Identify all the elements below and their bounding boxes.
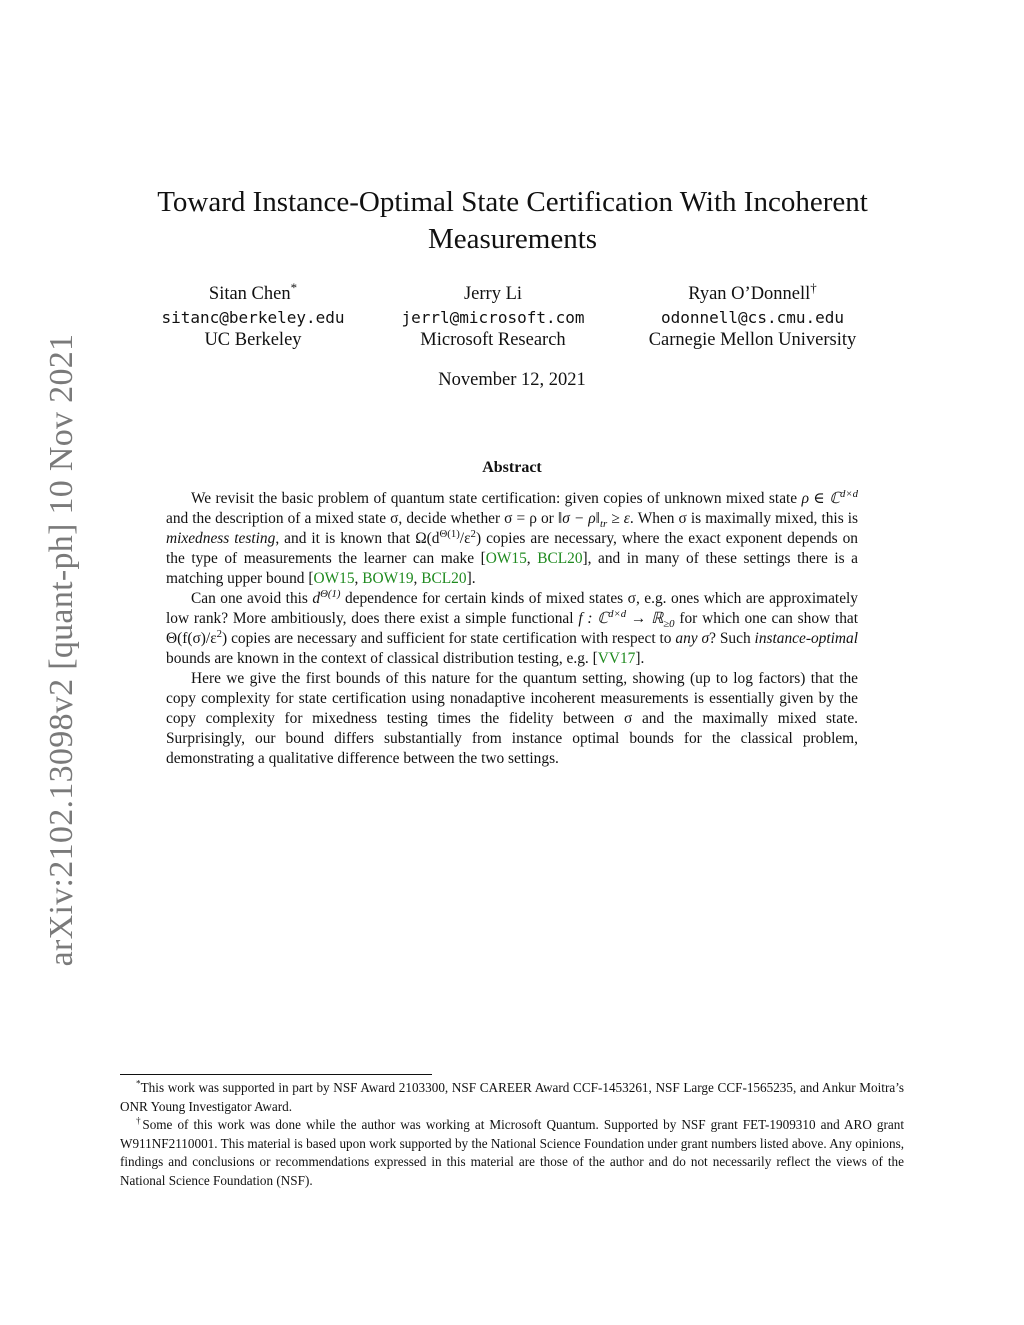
author-block (393, 283, 593, 352)
paper-date: November 12, 2021 (438, 370, 586, 390)
author-block (630, 279, 875, 352)
abstract-heading: Abstract (482, 459, 542, 476)
footnote-divider (120, 1074, 432, 1075)
abstract-body (166, 489, 858, 769)
author-name: Ryan O’Donnell† (688, 279, 817, 304)
citation-link[interactable]: BCL20 (537, 550, 583, 567)
author-affiliation: Microsoft Research (420, 330, 566, 350)
abstract-paragraph: Can one avoid this $d^{\Theta(1)}$ dependence for certain kinds of mixed states σ, e.g. ones which are approximately low rank? More ambitiously, does there exist a simple functional f : ℂ$^{d\times d}$ → ℝ$_{\ge 0}$ for which one can show that $\Theta(f(\sigma)/\varepsilon^2)$ copies are necessary and sufficient for state certification with respect to any σ? Such instance-optimal bounds are known in the context of classical distribution testing, e.g. [VV17]. (166, 587, 859, 667)
abstract-paragraph: Here we give the first bounds of this nature for the quantum setting, showing (up to log factors) that the copy complexity for state certification using nonadaptive incoherent measurements is essentially given by the copy complexity for mixedness testing times the fidelity between σ and the maximally mixed state. Surprisingly, our bound differs substantially from instance optimal bounds for the classical problem, demonstrating a qualitative difference between the two settings. (166, 670, 858, 767)
author-email: sitanc@berkeley.edu (161, 308, 345, 327)
paper-title: Toward Instance-Optimal State Certification With Incoherent Measurements (157, 186, 868, 255)
citation-link[interactable]: BOW19 (362, 570, 414, 587)
arxiv-identifier: arXiv:2102.13098v2 [quant-ph] 10 Nov 2021 (43, 333, 80, 967)
abstract-paragraph: We revisit the basic problem of quantum state certification: given copies of unknown mixed state ρ ∈ ℂ$^{d\times d}$ and the description of a mixed state σ, decide whether σ = ρ or ‖σ − $\rho‖_{tr} \ge \varepsilon$. When σ is maximally mixed, this is mixedness testing, and it is known that $\Omega(d^{\Theta(1)}/\varepsilon^2)$ copies are necessary, where the exact exponent depends on the type of measurements the learner can make [OW15, BCL20], and in many of these settings there is a matching upper bound [OW15, BOW19, BCL20]. (166, 487, 859, 587)
author-name: Jerry Li (463, 284, 523, 304)
author-block (148, 279, 358, 352)
citation-link[interactable]: VV17 (597, 650, 636, 667)
footnotes (120, 1079, 904, 1191)
author-email: jerrl@microsoft.com (401, 308, 585, 327)
citation-link[interactable]: BCL20 (421, 570, 467, 587)
footnote: †Some of this work was done while the author was working at Microsoft Quantum. Supported by NSF grant FET-1909310 and ARO grant W911NF2110001. This material is based upon work supported by the National Science Foundation under grant numbers listed above. Any opinions, findings and conclusions or recommendations expressed in this material are those of the author and do not necessarily reflect the views of the National Science Foundation (NSF). (120, 1115, 904, 1188)
footnote: *This work was supported in part by NSF Award 2103300, NSF CAREER Award CCF-1453261, NSF Large CCF-1565235, and Ankur Moitra’s ONR Young Investigator Award. (120, 1078, 904, 1114)
author-email: odonnell@cs.cmu.edu (660, 308, 845, 327)
author-name: Sitan Chen* (208, 279, 298, 304)
citation-link[interactable]: OW15 (485, 550, 527, 567)
author-affiliation: UC Berkeley (204, 330, 302, 350)
author-affiliation: Carnegie Mellon University (648, 330, 857, 350)
citation-link[interactable]: OW15 (313, 570, 355, 587)
